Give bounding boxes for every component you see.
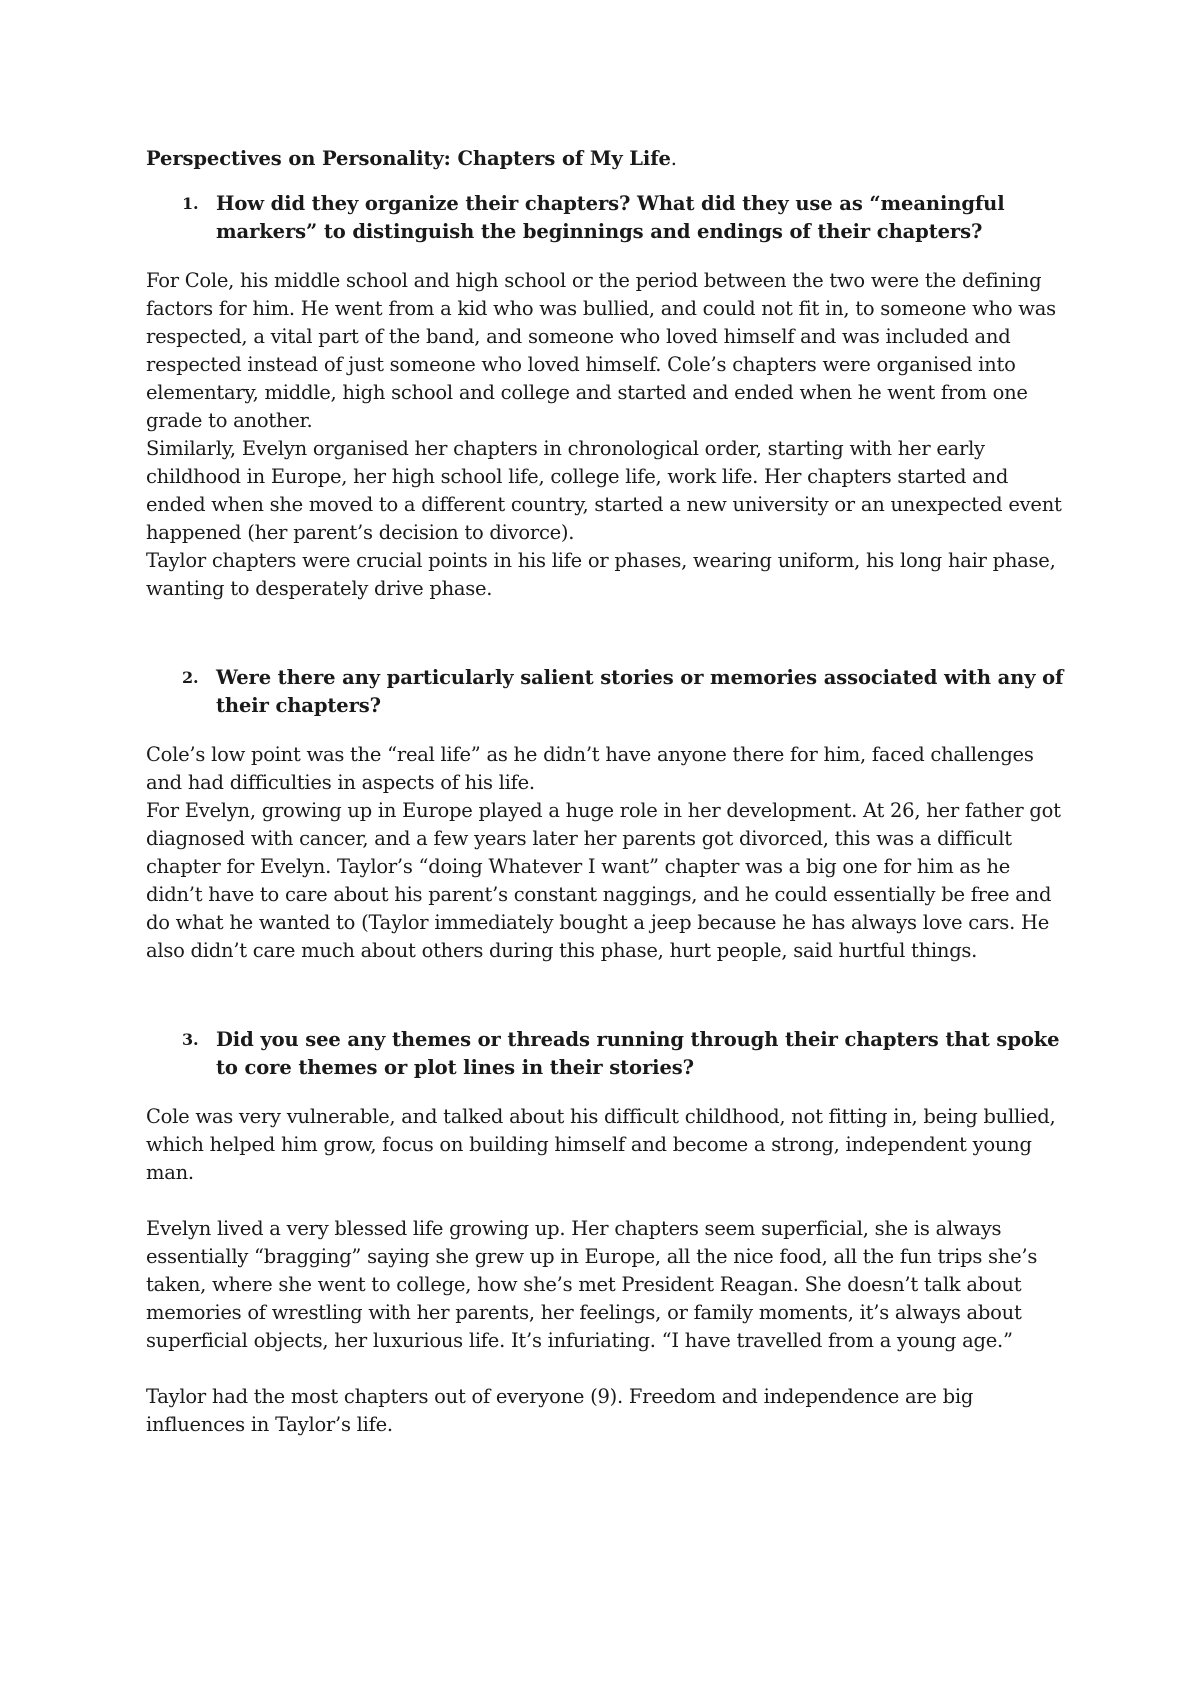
question-heading-2 — [146, 664, 1066, 720]
question-number-2: 2. — [182, 668, 199, 687]
answer-paragraph: Cole’s low point was the “real life” as he didn’t have anyone there for him, faced challenges and had difficulties in aspects of his life. — [146, 743, 1034, 794]
question-heading-1 — [146, 190, 1066, 246]
question-text-3: Did you see any themes or threads running through their chapters that spoke to core themes or plot lines in their stories? — [216, 1028, 1060, 1079]
question-section-1 — [146, 190, 1066, 603]
answer-paragraph: For Cole, his middle school and high school or the period between the two were the defining factors for him. He went from a kid who was bullied, and could not fit in, to someone who was respected, a vital part of the band, and someone who loved himself and was included and respected instead of just someone who loved himself. Cole’s chapters were organised into elementary, middle, high school and college and started and ended when he went from one grade to another. — [146, 269, 1056, 432]
answer-paragraph: Cole was very vulnerable, and talked about his difficult childhood, not fitting in, being bullied, which helped him grow, focus on building himself and become a strong, independent young man. — [146, 1105, 1056, 1184]
document-title-period: . — [670, 147, 677, 170]
document-page — [146, 146, 1066, 1439]
question-heading-3 — [146, 1026, 1066, 1082]
question-number-3: 3. — [182, 1030, 199, 1049]
answer-paragraph: Similarly, Evelyn organised her chapters in chronological order, starting with her early childhood in Europe, her high school life, college life, work life. Her chapters started and ended when she moved to a different country, started a new university or an unexpected event happened (her parent’s decision to divorce). — [146, 437, 1062, 544]
question-section-3 — [146, 1026, 1066, 1439]
answer-paragraph: Evelyn lived a very blessed life growing up. Her chapters seem superficial, she is always essentially “bragging” saying she grew up in Europe, all the nice food, all the fun trips she’s taken, where she went to college, how she’s met President Reagan. She doesn’t talk about memories of wrestling with her parents, her feelings, or family moments, it’s always about superficial objects, her luxurious life. It’s infuriating. “I have travelled from a young age.” — [146, 1217, 1038, 1352]
question-text-2: Were there any particularly salient stories or memories associated with any of their chapters? — [216, 666, 1064, 717]
answer-paragraph: Taylor chapters were crucial points in his life or phases, wearing uniform, his long hair phase, wanting to desperately drive phase. — [146, 549, 1056, 600]
question-section-2 — [146, 664, 1066, 965]
question-text-1: How did they organize their chapters? What did they use as “meaningful markers” to distinguish the beginnings and endings of their chapters? — [216, 192, 1005, 243]
document-title-text: Perspectives on Personality: Chapters of My Life — [146, 147, 671, 170]
answer-paragraph: Taylor had the most chapters out of everyone (9). Freedom and independence are big influences in Taylor’s life. — [146, 1385, 974, 1436]
question-number-1: 1. — [182, 194, 199, 213]
answer-paragraph: For Evelyn, growing up in Europe played a huge role in her development. At 26, her father got diagnosed with cancer, and a few years later her parents got divorced, this was a difficult chapter for Evelyn. Taylor’s “doing Whatever I want” chapter was a big one for him as he didn’t have to care about his parent’s constant naggings, and he could essentially be free and do what he wanted to (Taylor immediately bought a jeep because he has always love cars. He also didn’t care much about others during this phase, hurt people, said hurtful things. — [146, 799, 1061, 962]
document-title — [146, 146, 1066, 172]
